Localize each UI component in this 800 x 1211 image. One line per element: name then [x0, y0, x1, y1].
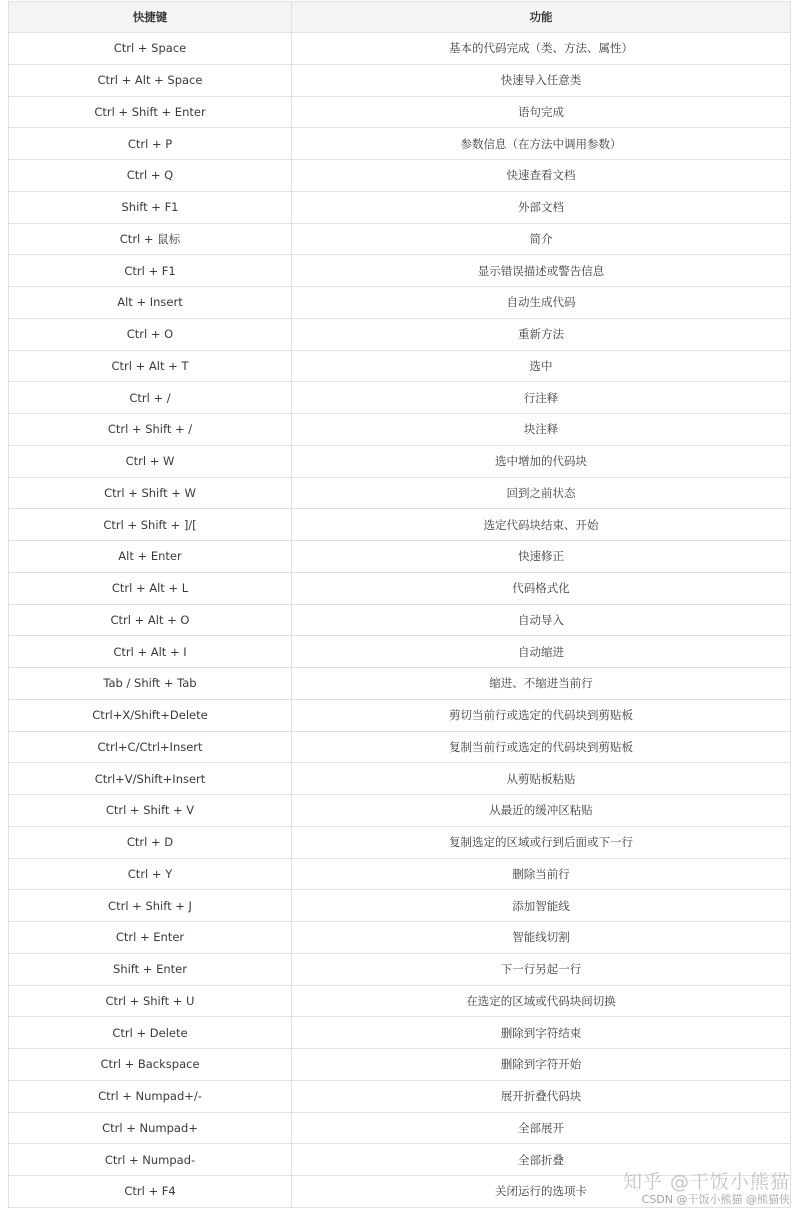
table-row — [9, 128, 791, 160]
function-cell: 选定代码块结束、开始 — [292, 509, 791, 541]
function-cell: 代码格式化 — [292, 572, 791, 604]
shortcut-cell: Ctrl + Space — [9, 33, 292, 65]
shortcut-cell: Shift + F1 — [9, 191, 292, 223]
table-row — [9, 668, 791, 700]
table-row — [9, 890, 791, 922]
table-row — [9, 287, 791, 319]
function-cell: 在选定的区域或代码块间切换 — [292, 985, 791, 1017]
function-cell: 删除到字符结束 — [292, 1017, 791, 1049]
table-row — [9, 160, 791, 192]
shortcut-cell: Ctrl + Alt + Space — [9, 64, 292, 96]
table-row — [9, 382, 791, 414]
table-row — [9, 763, 791, 795]
shortcut-cell: Ctrl + Numpad- — [9, 1144, 292, 1176]
table-row — [9, 509, 791, 541]
table-row — [9, 1049, 791, 1081]
shortcut-cell: Ctrl + W — [9, 445, 292, 477]
shortcut-cell: Ctrl + Delete — [9, 1017, 292, 1049]
function-cell: 选中 — [292, 350, 791, 382]
function-cell: 全部展开 — [292, 1112, 791, 1144]
function-cell: 剪切当前行或选定的代码块到剪贴板 — [292, 699, 791, 731]
shortcut-cell: Ctrl + Q — [9, 160, 292, 192]
table-row — [9, 636, 791, 668]
shortcut-cell: Shift + Enter — [9, 953, 292, 985]
shortcut-cell: Ctrl + Shift + Enter — [9, 96, 292, 128]
table-row — [9, 699, 791, 731]
header-function: 功能 — [292, 2, 791, 33]
function-cell: 基本的代码完成（类、方法、属性） — [292, 33, 791, 65]
header-shortcut: 快捷键 — [9, 2, 292, 33]
table-row — [9, 255, 791, 287]
function-cell: 快速查看文档 — [292, 160, 791, 192]
shortcut-cell: Ctrl + Shift + / — [9, 414, 292, 446]
function-cell: 行注释 — [292, 382, 791, 414]
table-row — [9, 191, 791, 223]
table-row — [9, 1176, 791, 1208]
table-row — [9, 572, 791, 604]
shortcut-cell: Ctrl + Alt + I — [9, 636, 292, 668]
shortcut-cell: Ctrl + F4 — [9, 1176, 292, 1208]
table-row — [9, 858, 791, 890]
table-row — [9, 445, 791, 477]
table-row — [9, 350, 791, 382]
shortcut-cell: Ctrl + Numpad+/- — [9, 1080, 292, 1112]
shortcut-cell: Ctrl + Backspace — [9, 1049, 292, 1081]
function-cell: 显示错误描述或警告信息 — [292, 255, 791, 287]
function-cell: 外部文档 — [292, 191, 791, 223]
function-cell: 重新方法 — [292, 318, 791, 350]
shortcut-cell: Ctrl + Shift + ]/[ — [9, 509, 292, 541]
shortcut-cell: Alt + Enter — [9, 541, 292, 573]
function-cell: 智能线切割 — [292, 922, 791, 954]
function-cell: 回到之前状态 — [292, 477, 791, 509]
function-cell: 缩进、不缩进当前行 — [292, 668, 791, 700]
shortcut-cell: Ctrl + Alt + T — [9, 350, 292, 382]
table-row — [9, 1112, 791, 1144]
table-row — [9, 414, 791, 446]
shortcut-cell: Ctrl + Enter — [9, 922, 292, 954]
watermark-csdn: CSDN @干饭小熊猫 @熊猫侠 — [641, 1193, 790, 1206]
function-cell: 删除到字符开始 — [292, 1049, 791, 1081]
function-cell: 复制选定的区域或行到后面或下一行 — [292, 826, 791, 858]
shortcut-cell: Ctrl + Shift + W — [9, 477, 292, 509]
function-cell: 简介 — [292, 223, 791, 255]
table-row — [9, 731, 791, 763]
table-row — [9, 795, 791, 827]
table-row — [9, 318, 791, 350]
function-cell: 全部折叠 — [292, 1144, 791, 1176]
function-cell: 快速修正 — [292, 541, 791, 573]
shortcut-cell: Ctrl + D — [9, 826, 292, 858]
function-cell: 添加智能线 — [292, 890, 791, 922]
shortcut-cell: Ctrl + F1 — [9, 255, 292, 287]
function-cell: 自动生成代码 — [292, 287, 791, 319]
table-row — [9, 223, 791, 255]
table-row — [9, 1144, 791, 1176]
shortcut-cell: Ctrl+C/Ctrl+Insert — [9, 731, 292, 763]
shortcut-cell: Ctrl + P — [9, 128, 292, 160]
shortcut-cell: Ctrl + 鼠标 — [9, 223, 292, 255]
shortcut-cell: Ctrl + Alt + L — [9, 572, 292, 604]
shortcut-cell: Ctrl + Shift + U — [9, 985, 292, 1017]
table-body — [9, 33, 791, 1208]
table-row — [9, 604, 791, 636]
function-cell: 删除当前行 — [292, 858, 791, 890]
function-cell: 语句完成 — [292, 96, 791, 128]
function-cell: 自动缩进 — [292, 636, 791, 668]
shortcut-cell: Ctrl + Shift + J — [9, 890, 292, 922]
function-cell: 下一行另起一行 — [292, 953, 791, 985]
shortcut-cell: Ctrl + Numpad+ — [9, 1112, 292, 1144]
function-cell: 关闭运行的选项卡 — [292, 1176, 791, 1208]
table-row — [9, 64, 791, 96]
function-cell: 展开折叠代码块 — [292, 1080, 791, 1112]
table-row — [9, 953, 791, 985]
function-cell: 复制当前行或选定的代码块到剪贴板 — [292, 731, 791, 763]
shortcut-cell: Tab / Shift + Tab — [9, 668, 292, 700]
shortcut-cell: Alt + Insert — [9, 287, 292, 319]
function-cell: 从剪贴板粘贴 — [292, 763, 791, 795]
shortcut-cell: Ctrl+X/Shift+Delete — [9, 699, 292, 731]
shortcut-cell: Ctrl + Shift + V — [9, 795, 292, 827]
function-cell: 选中增加的代码块 — [292, 445, 791, 477]
function-cell: 参数信息（在方法中调用参数） — [292, 128, 791, 160]
table-row — [9, 33, 791, 65]
table-row — [9, 985, 791, 1017]
shortcut-cell: Ctrl + Alt + O — [9, 604, 292, 636]
table-row — [9, 96, 791, 128]
shortcut-cell: Ctrl+V/Shift+Insert — [9, 763, 292, 795]
shortcut-cell: Ctrl + O — [9, 318, 292, 350]
table-row — [9, 922, 791, 954]
function-cell: 快速导入任意类 — [292, 64, 791, 96]
shortcut-table — [8, 1, 791, 1208]
table-row — [9, 826, 791, 858]
shortcut-cell: Ctrl + / — [9, 382, 292, 414]
table-row — [9, 541, 791, 573]
shortcut-cell: Ctrl + Y — [9, 858, 292, 890]
function-cell: 块注释 — [292, 414, 791, 446]
table-row — [9, 1080, 791, 1112]
function-cell: 自动导入 — [292, 604, 791, 636]
watermark-zhihu: 知乎 @干饭小熊猫 — [622, 1171, 790, 1193]
table-row — [9, 477, 791, 509]
function-cell: 从最近的缓冲区粘贴 — [292, 795, 791, 827]
table-header-row — [9, 2, 791, 33]
table-row — [9, 1017, 791, 1049]
shortcut-table-container — [8, 1, 790, 1208]
